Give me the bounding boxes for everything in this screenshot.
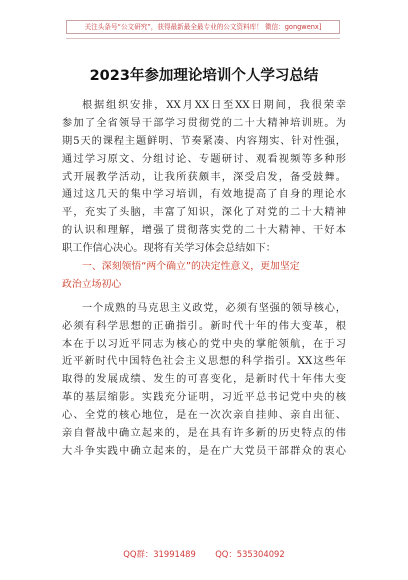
paragraph-2-line: 近平新时代中国特色社会主义思想的科学指引。XX这些年 <box>62 356 346 368</box>
footer-qq-group: QQ群：31991489 <box>123 549 196 559</box>
paragraph-2-line: 必须有科学思想的正确指引。新时代十年的伟大变革，根 <box>62 320 346 332</box>
paragraph-2-line: 大斗争实践中确立起来的，是在广大党员干部群众的衷心 <box>62 445 346 457</box>
paragraph-1-line: 的认识和理解，增强了贯彻落实党的二十大精神、干好本 <box>62 225 346 237</box>
paragraph-1-line: 职工作信心决心。现将有关学习体会总结如下： <box>62 243 276 255</box>
paragraph-1-line: 根据组织安排，XX月XX日至XX日期间，我很荣幸 <box>82 100 346 111</box>
paragraph-1-line: 参加了全省领导干部学习贯彻党的二十大精神培训班。为 <box>62 117 346 129</box>
document-body <box>62 97 346 461</box>
paragraph-2-line: 本在于以习近平同志为核心的党中央的掌舵领航，在于习 <box>62 338 346 350</box>
footer-qq: QQ：535304092 <box>215 549 285 559</box>
paragraph-1-line: 期5天的课程主题鲜明、节奏紧凑、内容翔实、针对性强， <box>62 135 346 147</box>
section-heading-line: 政治立场初心 <box>62 278 122 290</box>
paragraph-1-line: 通过这几天的集中学习培训，有效地提高了自身的理论水 <box>62 189 346 201</box>
paragraph-1-line: 平，充实了头脑，丰富了知识，深化了对党的二十大精神 <box>62 207 346 219</box>
paragraph-2-line: 亲自督战中确立起来的，是在具有许多新的历史特点的伟 <box>62 428 346 440</box>
promo-banner <box>66 20 340 34</box>
document-title: 2023年参加理论培训个人学习总结 <box>89 68 319 84</box>
page-footer <box>0 548 408 560</box>
paragraph-1-line: 式开展教学活动，让我所获颇丰，深受启发，备受鼓舞。 <box>62 171 346 183</box>
header-divider <box>66 38 340 39</box>
section-heading-line: 一、深刻领悟“两个确立”的决定性意义，更加坚定 <box>82 261 300 273</box>
paragraph-2-line: 一个成熟的马克思主义政党，必须有坚强的领导核心， <box>82 302 346 314</box>
paragraph-1-line: 通过学习原文、分组讨论、专题研讨、观看视频等多种形 <box>62 153 346 165</box>
promo-banner-text: 关注头条号“公文研究”，获得最新最全最专业的公文资料库！ 微信：gongwenx] <box>84 23 322 31</box>
paragraph-2-line: 革的基层缩影。实践充分证明，习近平总书记党中央的核 <box>62 392 346 404</box>
paragraph-2-line: 取得的发展成绩、发生的可喜变化，是新时代十年伟大变 <box>62 374 346 386</box>
paragraph-2-line: 心、全党的核心地位，是在一次次亲自挂帅、亲自出征、 <box>62 410 346 422</box>
